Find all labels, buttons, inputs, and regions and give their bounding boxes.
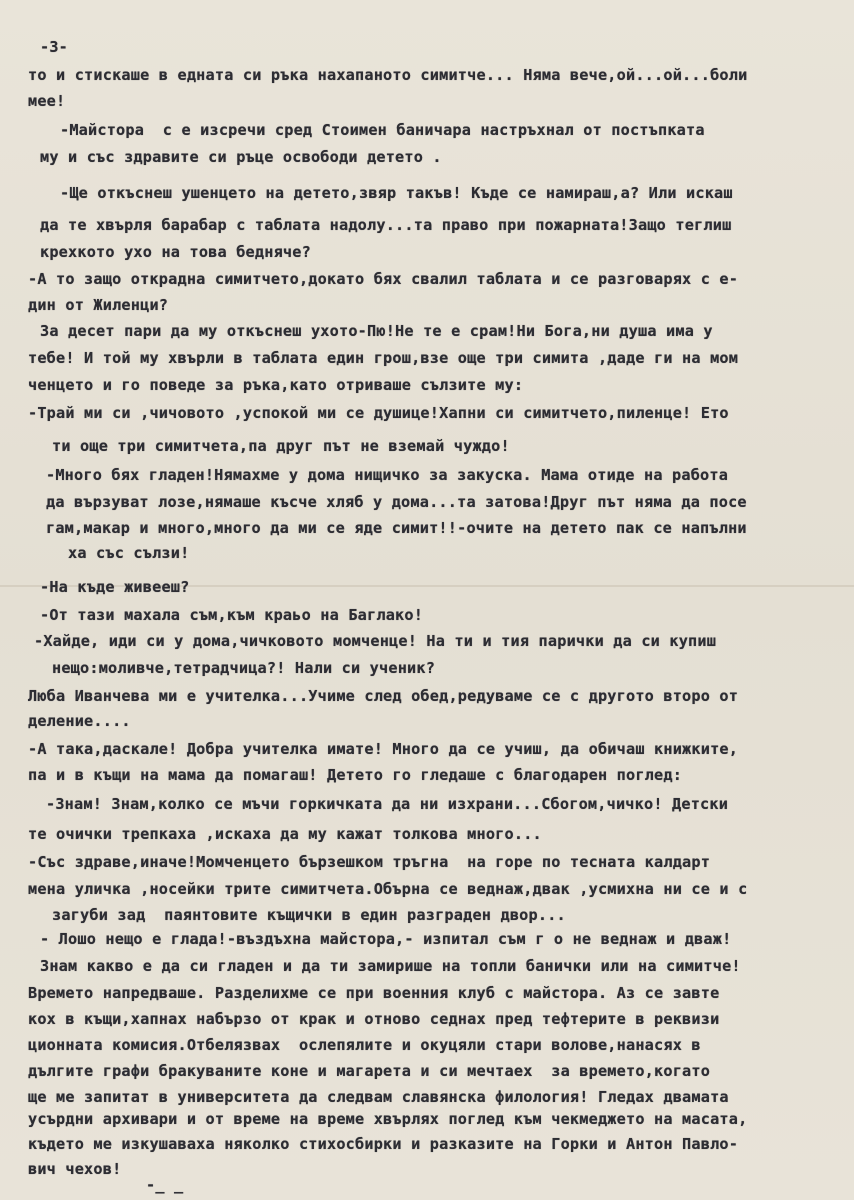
text-line-18: ха със сълзи! xyxy=(68,544,190,562)
text-line-6: да те хвърля барабар с таблата надолу...та право при пожарната!Защо теглиш xyxy=(40,216,732,234)
text-line-22: нещо:моливче,тетрадчица?! Нали си ученик? xyxy=(52,659,436,677)
text-line-38: ще ме запитат в университета да следвам славянска филология! Гледах двамата xyxy=(28,1088,729,1106)
text-line-35: кох в къщи,хапнах набързо от крак и отново седнах пред тефтерите в реквизи xyxy=(28,1010,720,1028)
text-line-25: -А така,даскале! Добра учителка имате! Много да се учиш, да обичаш книжките, xyxy=(28,740,739,758)
text-line-21: -Хайде, иди си у дома,чичковото момченце! На ти и тия парички да си купиш xyxy=(34,632,717,650)
text-line-4: му и със здравите си ръце освободи детето . xyxy=(40,148,442,166)
text-line-36: ционната комисия.Отбелязвах ослепялите и окуцяли стари волове,нанасях в xyxy=(28,1036,701,1054)
text-line-10: За десет пари да му откъснеш ухото-Пю!Не те е срам!Ни Бога,ни душа има у xyxy=(40,322,713,340)
text-line-17: гам,макар и много,много да ми се яде симит!!-очите на детето пак се напълни xyxy=(46,519,747,537)
text-line-24: деление.... xyxy=(28,712,131,730)
text-line-33: Знам какво е да си гладен и да ти замирише на топли банички или на симитче! xyxy=(40,957,741,975)
text-line-34: Времето напредваше. Разделихме се при военния клуб с майстора. Аз се завте xyxy=(28,984,720,1002)
text-line-13: -Трай ми си ,чичовото ,успокой ми се душице!Хапни си симитчето,пиленце! Ето xyxy=(28,404,729,422)
text-line-40: където ме изкушаваха няколко стихосбирки и разказите на Горки и Антон Павло- xyxy=(28,1135,739,1153)
text-line-11: тебе! И той му хвърли в таблата един грош,взе още три симита ,даде ги на мом xyxy=(28,349,739,367)
text-line-3: -Майстора с е изсречи сред Стоимен баничара настръхнал от постъпката xyxy=(60,121,705,139)
text-line-2: мее! xyxy=(28,92,66,110)
text-line-19: -На къде живееш? xyxy=(40,578,190,596)
text-line-27: -Знам! Знам,колко се мъчи горкичката да ни изхрани...Сбогом,чичко! Детски xyxy=(46,795,729,813)
text-line-14: ти още три симитчета,па друг път не вземай чуждо! xyxy=(52,437,510,455)
text-line-30: мена уличка ,носейки трите симитчета.Обърна се веднаж,двак ,усмихна ни се и с xyxy=(28,880,748,898)
text-line-5: -Ще откъснеш ушенцето на детето,звяр такъв! Къде се намираш,а? Или искаш xyxy=(60,184,733,202)
text-line-26: па и в къщи на мама да помагаш! Детето го гледаше с благодарен поглед: xyxy=(28,766,683,784)
bottom-marks: -_ _ xyxy=(146,1176,184,1194)
text-line-15: -Много бях гладен!Нямахме у дома нищичко за закуска. Мама отиде на работа xyxy=(46,466,729,484)
text-line-37: дългите графи бракуваните коне и магарета и си мечтаех за времето,когато xyxy=(28,1062,711,1080)
text-line-31: загуби зад паянтовите къщички в един разграден двор... xyxy=(52,906,566,924)
text-line-1: то и стискаше в едната си ръка нахапаното симитче... Няма вече,ой...ой...боли xyxy=(28,66,748,84)
text-line-7: крехкото ухо на това бедняче? xyxy=(40,243,311,261)
text-line-23: Люба Иванчева ми е учителка...Учиме след обед,редуваме се с другото второ от xyxy=(28,687,739,705)
text-line-8: -А то защо открадна симитчето,докато бях свалил таблата и се разговарях с е- xyxy=(28,270,739,288)
text-line-16: да вързуват лозе,нямаше късче хляб у дома...та затова!Друг път няма да посе xyxy=(46,493,747,511)
text-line-12: ченцето и го поведе за ръка,като отриваше сълзите му: xyxy=(28,376,524,394)
page-number: -3- xyxy=(40,38,69,56)
text-line-39: усърдни архивари и от време на време хвърлях поглед към чекмеджето на масата, xyxy=(28,1110,748,1128)
text-line-32: - Лошо нещо е глада!-въздъхна майстора,- изпитал съм г о не веднаж и дваж! xyxy=(40,930,732,948)
text-line-9: дин от Жиленци? xyxy=(28,296,169,314)
text-line-29: -Със здраве,иначе!Момченцето бързешком тръгна на горе по тесната калдарт xyxy=(28,853,711,871)
text-line-41: вич чехов! xyxy=(28,1160,122,1178)
text-line-20: -От тази махала съм,към краьо на Баглако! xyxy=(40,606,424,624)
text-line-28: те очички трепкаха ,искаха да му кажат толкова много... xyxy=(28,825,542,843)
